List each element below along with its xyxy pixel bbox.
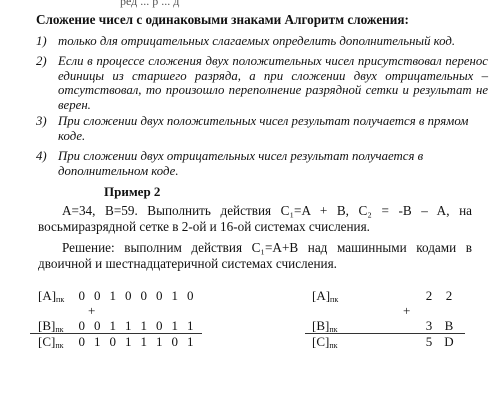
- label-subscript: пк: [56, 295, 65, 304]
- step-text: При сложении двух положительных чисел результат получается в прямом коде.: [58, 114, 469, 143]
- step-number: 4): [36, 149, 47, 163]
- bit-digit: 0: [78, 318, 85, 333]
- step-number: 1): [36, 34, 47, 48]
- bit-digit: 1: [171, 288, 178, 303]
- label-text: [B]: [312, 318, 330, 333]
- step-text: При сложении двух отрицательных чисел результат получается в дополнительном коде.: [58, 149, 424, 178]
- hex-c-label: [312, 334, 338, 350]
- binary-c-label: [38, 334, 64, 350]
- bit-digit: 0: [109, 334, 116, 349]
- binary-c-bits: [74, 334, 198, 350]
- bit-digit: 1: [140, 318, 147, 333]
- hex-plus-sign: +: [403, 303, 411, 318]
- binary-b-label: [38, 318, 64, 334]
- cropped-top-text: ред ... р ... д: [120, 0, 180, 8]
- hex-a-digit-1: 2: [425, 288, 433, 303]
- bit-digit: 0: [171, 334, 178, 349]
- bit-digit: 0: [94, 288, 101, 303]
- label-subscript: пк: [329, 325, 338, 334]
- bit-digit: 1: [109, 288, 116, 303]
- binary-a-bits: [74, 288, 198, 304]
- binary-plus-sign: +: [88, 303, 96, 318]
- label-subscript: пк: [55, 341, 64, 350]
- step-number: 3): [36, 114, 47, 128]
- label-text: [A]: [312, 288, 331, 303]
- bit-digit: 0: [140, 288, 147, 303]
- binary-a-label: [38, 288, 64, 304]
- bit-digit: 0: [187, 288, 194, 303]
- bit-digit: 0: [78, 334, 85, 349]
- example-title: Пример 2: [104, 184, 161, 199]
- bit-digit: 1: [125, 318, 132, 333]
- label-text: [A]: [38, 288, 57, 303]
- bit-digit: 0: [156, 288, 163, 303]
- bit-digit: 0: [94, 318, 101, 333]
- solution-paragraph: Решение: выполним действия C₁=A+B над машинными кодами в двоичной и шестнадцатеричной системах счисления.: [38, 240, 472, 271]
- hex-b-label: [312, 318, 338, 334]
- bit-digit: 1: [187, 318, 194, 333]
- bit-digit: 0: [125, 288, 132, 303]
- hex-c-digit-2: D: [444, 334, 454, 349]
- hex-b-digit-1: 3: [425, 318, 433, 333]
- task-paragraph: A=34, B=59. Выполнить действия C₁=A + B, C₂ = -B – A, на восьмиразрядной сетке в 2-ой и 16-ой системах счисления.: [38, 203, 472, 234]
- hex-b-digit-2: B: [444, 318, 454, 333]
- step-text: Если в процессе сложения двух положительных чисел присутствовал перенос единицы из старшего разряда, а при сложении двух отрицательных – отсутствовал, то произошло переполнение разрядной сетки и результат не верен.: [58, 54, 488, 112]
- bit-digit: 1: [94, 334, 101, 349]
- bit-digit: 1: [125, 334, 132, 349]
- label-text: [C]: [38, 334, 56, 349]
- binary-b-bits: [74, 318, 198, 334]
- step-number: 2): [36, 54, 47, 68]
- section-heading: Сложение чисел с одинаковыми знаками Алгоритм сложения:: [36, 12, 409, 27]
- bit-digit: 1: [109, 318, 116, 333]
- hex-a-digit-2: 2: [445, 288, 453, 303]
- bit-digit: 0: [78, 288, 85, 303]
- bit-digit: 1: [187, 334, 194, 349]
- label-subscript: пк: [330, 295, 339, 304]
- label-subscript: пк: [55, 325, 64, 334]
- bit-digit: 1: [171, 318, 178, 333]
- bit-digit: 1: [140, 334, 147, 349]
- step-text: только для отрицательных слагаемых определить дополнительный код.: [58, 34, 456, 48]
- hex-c-digit-1: 5: [425, 334, 433, 349]
- bit-digit: 1: [156, 334, 163, 349]
- bit-digit: 0: [156, 318, 163, 333]
- label-text: [B]: [38, 318, 56, 333]
- label-subscript: пк: [329, 341, 338, 350]
- hex-a-label: [312, 288, 338, 304]
- label-text: [C]: [312, 334, 330, 349]
